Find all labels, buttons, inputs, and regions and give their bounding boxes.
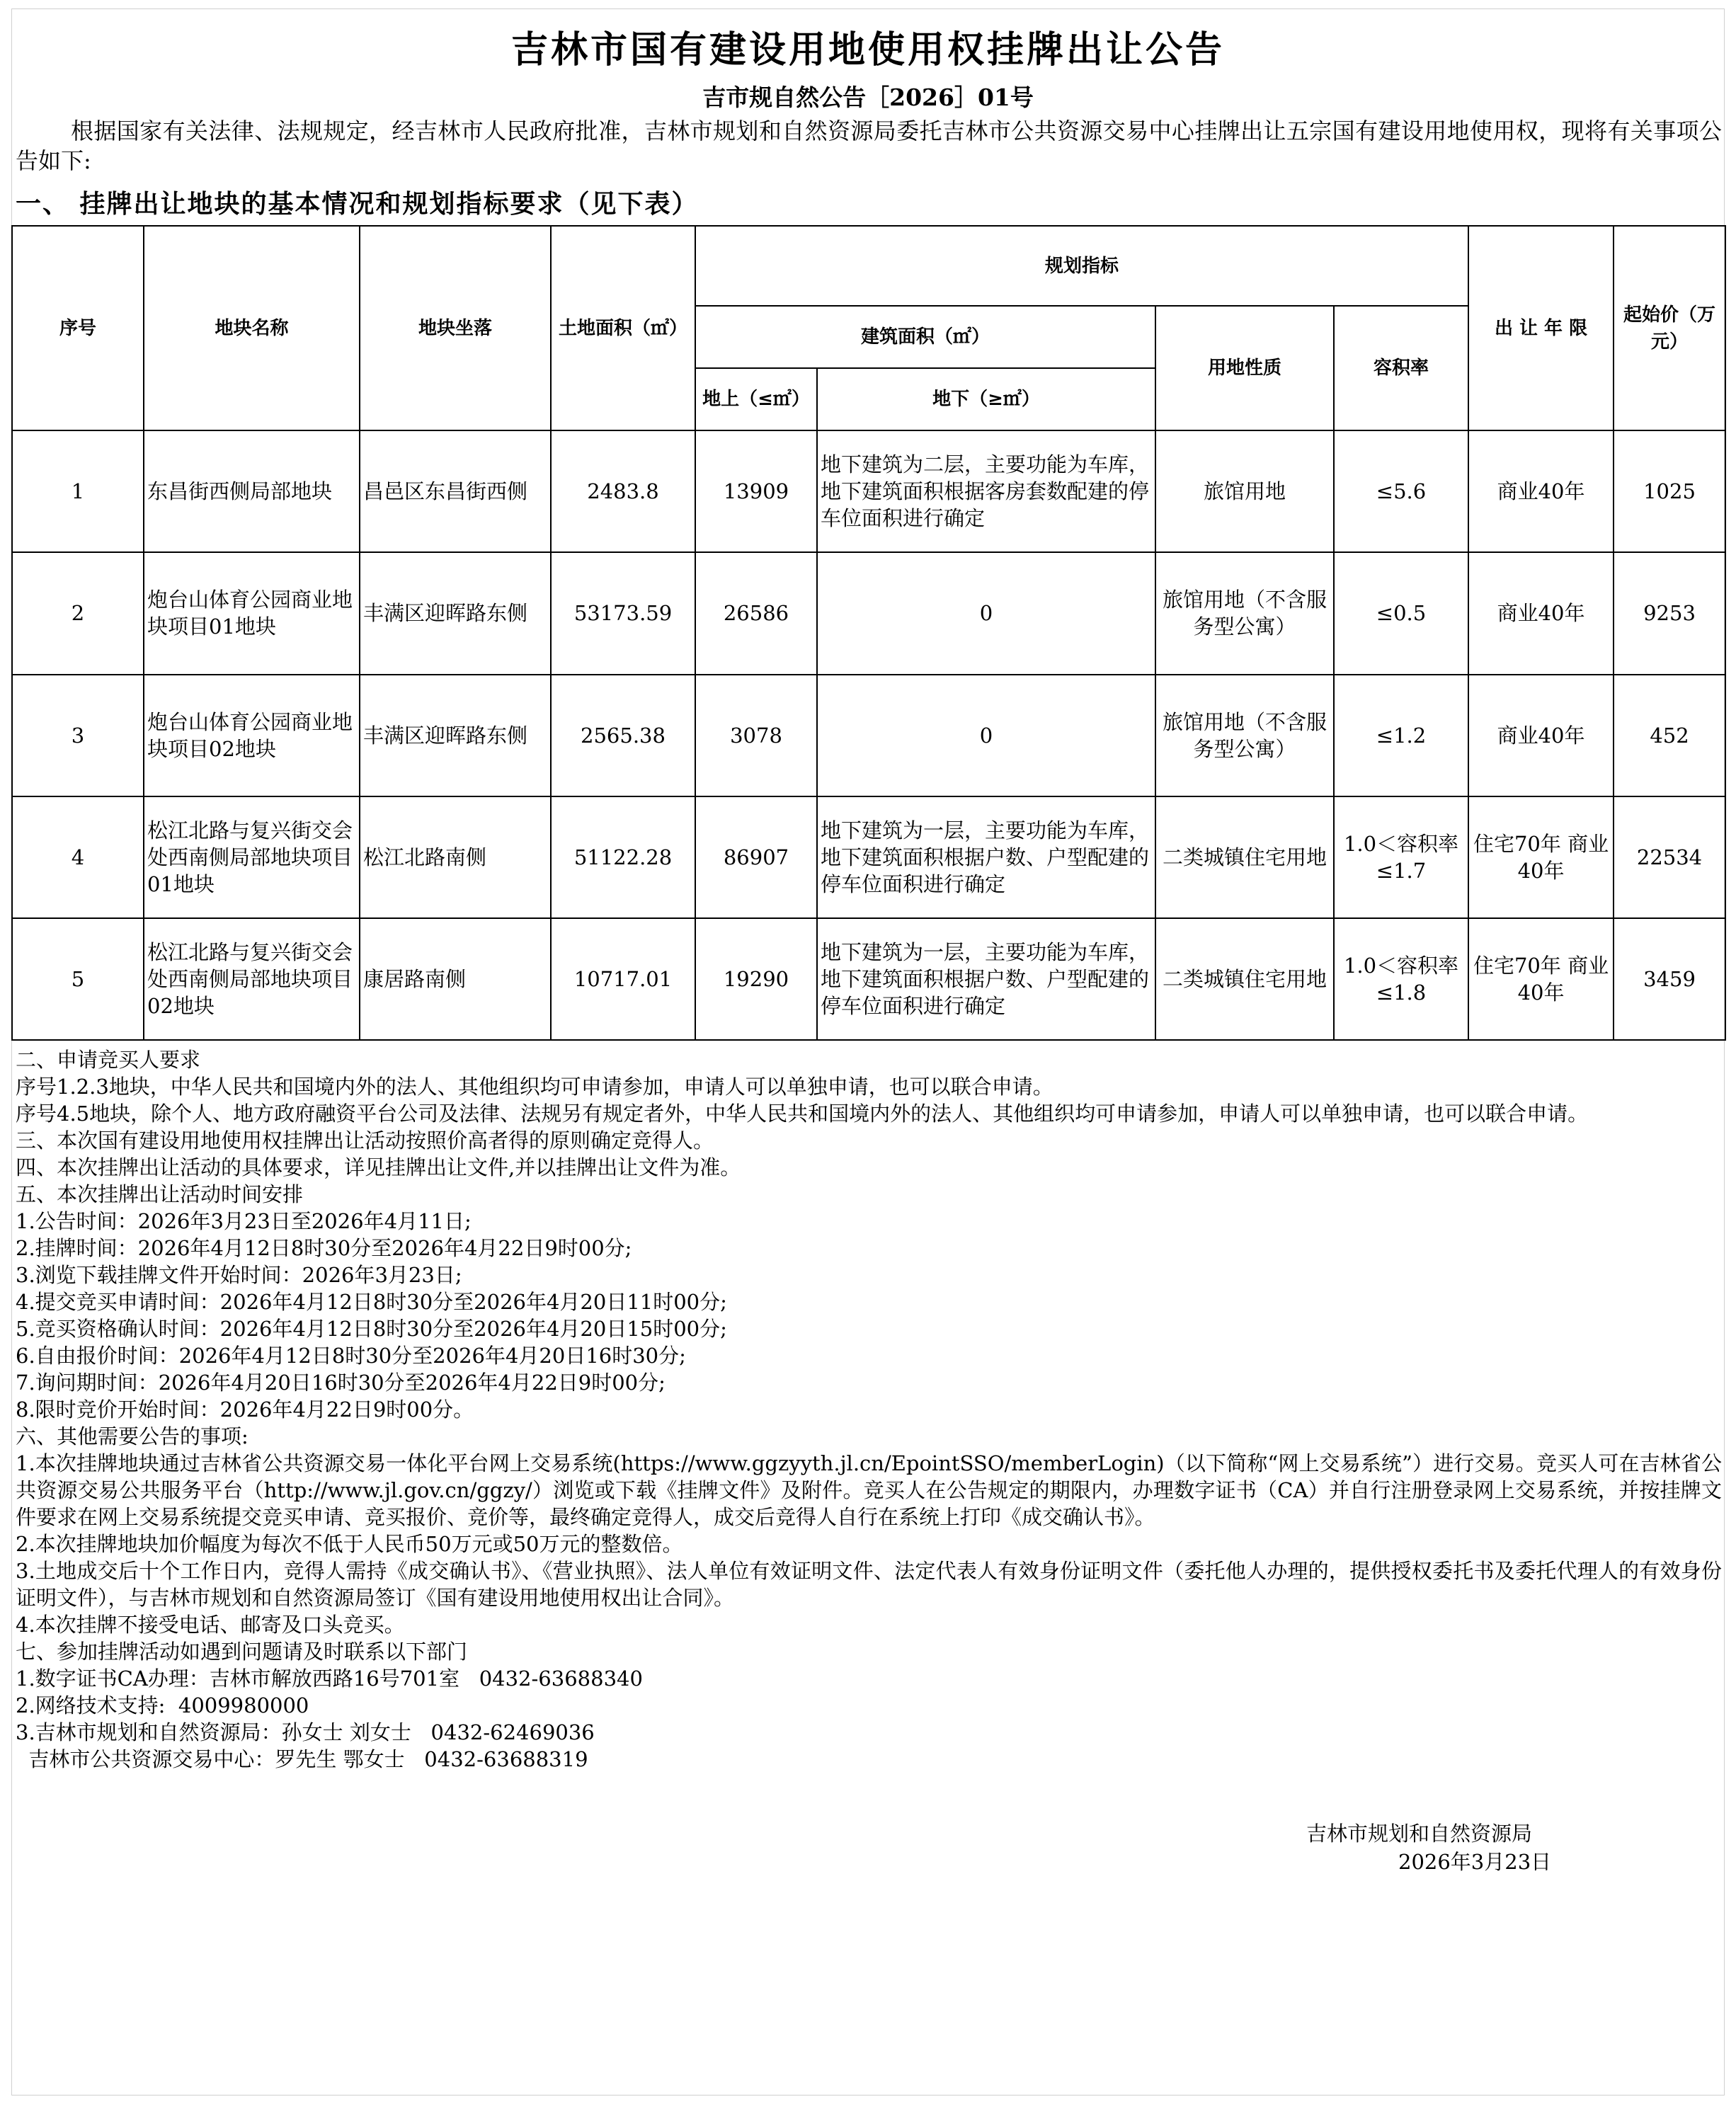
schedule-item: 6.自由报价时间：2026年4月12日8时30分至2026年4月20日16时30分; (16, 1344, 686, 1368)
cell-far: 1.0＜容积率≤1.7 (1334, 796, 1468, 918)
cell-price: 452 (1614, 675, 1725, 796)
cell-use: 旅馆用地（不含服务型公寓） (1155, 675, 1334, 796)
cell-term: 商业40年 (1468, 430, 1614, 552)
section-7-title: 七、参加挂牌活动如遇到问题请及时联系以下部门 (16, 1640, 468, 1664)
table-row (12, 430, 1725, 552)
table-row (12, 918, 1725, 1040)
other-item: 1.本次挂牌地块通过吉林省公共资源交易一体化平台网上交易系统(https://www.ggzyyth.jl.cn/EpointSSO/memberLogin)（以下简称“网上交易系统”）进行交易。竞买人可在吉林省公共资源交易公共服务平台（http://www.jl.gov.cn/ggzy/）浏览或下载《挂牌文件》及附件。竞买人在公告规定的期限内，办理数字证书（CA）并自行注册登录网上交易系统，并按挂牌文件要求在网上交易系统提交竞买申请、竞买报价、竞价等，最终确定竞得人，成交后竞得人自行在系统上打印《成交确认书》。 (16, 1451, 1722, 1529)
cell-seq: 2 (12, 552, 144, 674)
cell-area: 2565.38 (551, 675, 695, 796)
cell-location: 松江北路南侧 (360, 796, 551, 918)
cell-seq: 4 (12, 796, 144, 918)
other-item: 4.本次挂牌不接受电话、邮寄及口头竞买。 (16, 1613, 405, 1637)
cell-seq: 3 (12, 675, 144, 796)
signature-block (1306, 1819, 1551, 1876)
section-1-title: 一、 挂牌出让地块的基本情况和规划指标要求（见下表） (16, 189, 699, 219)
cell-below: 地下建筑为二层，主要功能为车库，地下建筑面积根据客房套数配建的停车位面积进行确定 (817, 430, 1155, 552)
cell-above: 26586 (695, 552, 817, 674)
contact-item: 2.网络技术支持: 4009980000 (16, 1693, 309, 1717)
header-name: 地块名称 (144, 226, 360, 430)
cell-area: 53173.59 (551, 552, 695, 674)
cell-far: 1.0＜容积率≤1.8 (1334, 918, 1468, 1040)
header-use: 用地性质 (1155, 306, 1334, 430)
cell-location: 昌邑区东昌街西侧 (360, 430, 551, 552)
table-row (12, 675, 1725, 796)
cell-far: ≤0.5 (1334, 552, 1468, 674)
header-term: 出 让 年 限 (1468, 226, 1614, 430)
intro-paragraph: 根据国家有关法律、法规规定，经吉林市人民政府批准，吉林市规划和自然资源局委托吉林市公共资源交易中心挂牌出让五宗国有建设用地使用权，现将有关事项公告如下: (16, 118, 1722, 174)
land-plots-table (11, 225, 1726, 1041)
section-3-paragraph: 三、本次国有建设用地使用权挂牌出让活动按照价高者得的原则确定竞得人。 (16, 1128, 714, 1153)
schedule-item: 2.挂牌时间：2026年4月12日8时30分至2026年4月22日9时00分; (16, 1236, 632, 1260)
header-planning: 规划指标 (695, 226, 1468, 306)
cell-name: 东昌街西侧局部地块 (144, 430, 360, 552)
header-above: 地上（≤㎡） (695, 368, 817, 430)
cell-far: ≤5.6 (1334, 430, 1468, 552)
schedule-item: 1.公告时间：2026年3月23日至2026年4月11日; (16, 1209, 472, 1233)
document-number: 吉市规自然公告［2026］01号 (702, 84, 1034, 111)
section-2-title: 二、申请竞买人要求 (16, 1048, 201, 1072)
cell-below: 地下建筑为一层，主要功能为车库，地下建筑面积根据户数、户型配建的停车位面积进行确定 (817, 918, 1155, 1040)
section-4-paragraph: 四、本次挂牌出让活动的具体要求，详见挂牌出让文件,并以挂牌出让文件为准。 (16, 1155, 741, 1179)
header-floor-area: 建筑面积（㎡） (695, 306, 1155, 368)
cell-seq: 1 (12, 430, 144, 552)
cell-below: 0 (817, 675, 1155, 796)
cell-price: 22534 (1614, 796, 1725, 918)
cell-term: 住宅70年 商业40年 (1468, 918, 1614, 1040)
document-title: 吉林市国有建设用地使用权挂牌出让公告 (510, 29, 1225, 72)
schedule-item: 4.提交竞买申请时间：2026年4月12日8时30分至2026年4月20日11时00分; (16, 1290, 727, 1314)
schedule-item: 8.限时竞价开始时间：2026年4月22日9时00分。 (16, 1397, 474, 1422)
cell-price: 1025 (1614, 430, 1725, 552)
table-row (12, 796, 1725, 918)
cell-above: 86907 (695, 796, 817, 918)
cell-use: 旅馆用地（不含服务型公寓） (1155, 552, 1334, 674)
cell-term: 商业40年 (1468, 675, 1614, 796)
other-item: 3.土地成交后十个工作日内，竞得人需持《成交确认书》、《营业执照》、法人单位有效证明文件、法定代表人有效身份证明文件（委托他人办理的，提供授权委托书及委托代理人的有效身份证明文件），与吉林市规划和自然资源局签订《国有建设用地使用权出让合同》。 (16, 1559, 1722, 1610)
cell-name: 松江北路与复兴街交会处西南侧局部地块项目01地块 (144, 796, 360, 918)
header-far: 容积率 (1334, 306, 1468, 430)
signature-organization: 吉林市规划和自然资源局 (1306, 1822, 1533, 1846)
other-item: 2.本次挂牌地块加价幅度为每次不低于人民币50万元或50万元的整数倍。 (16, 1532, 683, 1556)
cell-use: 二类城镇住宅用地 (1155, 918, 1334, 1040)
cell-area: 2483.8 (551, 430, 695, 552)
signature-date: 2026年3月23日 (1398, 1850, 1552, 1874)
cell-price: 3459 (1614, 918, 1725, 1040)
cell-use: 旅馆用地 (1155, 430, 1334, 552)
cell-below: 0 (817, 552, 1155, 674)
header-below: 地下（≥㎡） (817, 368, 1155, 430)
cell-use: 二类城镇住宅用地 (1155, 796, 1334, 918)
header-area: 土地面积（㎡） (551, 226, 695, 430)
section-2-paragraph-2: 序号4.5地块，除个人、地方政府融资平台公司及法律、法规另有规定者外，中华人民共和国境内外的法人、其他组织均可申请参加，申请人可以单独申请，也可以联合申请。 (16, 1102, 1589, 1126)
cell-seq: 5 (12, 918, 144, 1040)
schedule-item: 7.询问期时间：2026年4月20日16时30分至2026年4月22日9时00分; (16, 1371, 666, 1395)
section-2-paragraph-1: 序号1.2.3地块，中华人民共和国境内外的法人、其他组织均可申请参加，申请人可以单独申请，也可以联合申请。 (16, 1075, 1053, 1099)
cell-location: 丰满区迎晖路东侧 (360, 552, 551, 674)
contact-item: 吉林市公共资源交易中心：罗先生 鄂女士 0432-63688319 (16, 1747, 588, 1771)
header-seq: 序号 (12, 226, 144, 430)
cell-area: 10717.01 (551, 918, 695, 1040)
section-6-title: 六、其他需要公告的事项: (16, 1424, 249, 1448)
cell-below: 地下建筑为一层，主要功能为车库，地下建筑面积根据户数、户型配建的停车位面积进行确定 (817, 796, 1155, 918)
cell-term: 商业40年 (1468, 552, 1614, 674)
section-5-title: 五、本次挂牌出让活动时间安排 (16, 1182, 304, 1206)
cell-location: 丰满区迎晖路东侧 (360, 675, 551, 796)
schedule-item: 5.竞买资格确认时间：2026年4月12日8时30分至2026年4月20日15时00分; (16, 1317, 727, 1341)
header-location: 地块坐落 (360, 226, 551, 430)
announcement-body (16, 1046, 1722, 1773)
cell-name: 炮台山体育公园商业地块项目02地块 (144, 675, 360, 796)
cell-location: 康居路南侧 (360, 918, 551, 1040)
cell-area: 51122.28 (551, 796, 695, 918)
cell-price: 9253 (1614, 552, 1725, 674)
contact-item: 1.数字证书CA办理：吉林市解放西路16号701室 0432-63688340 (16, 1666, 643, 1691)
cell-name: 松江北路与复兴街交会处西南侧局部地块项目02地块 (144, 918, 360, 1040)
header-price: 起始价（万元） (1614, 226, 1725, 430)
cell-term: 住宅70年 商业40年 (1468, 796, 1614, 918)
cell-above: 19290 (695, 918, 817, 1040)
contact-item: 3.吉林市规划和自然资源局：孙女士 刘女士 0432-62469036 (16, 1720, 595, 1744)
cell-far: ≤1.2 (1334, 675, 1468, 796)
cell-name: 炮台山体育公园商业地块项目01地块 (144, 552, 360, 674)
table-row (12, 552, 1725, 674)
cell-above: 13909 (695, 430, 817, 552)
schedule-item: 3.浏览下载挂牌文件开始时间：2026年3月23日; (16, 1263, 462, 1287)
cell-above: 3078 (695, 675, 817, 796)
